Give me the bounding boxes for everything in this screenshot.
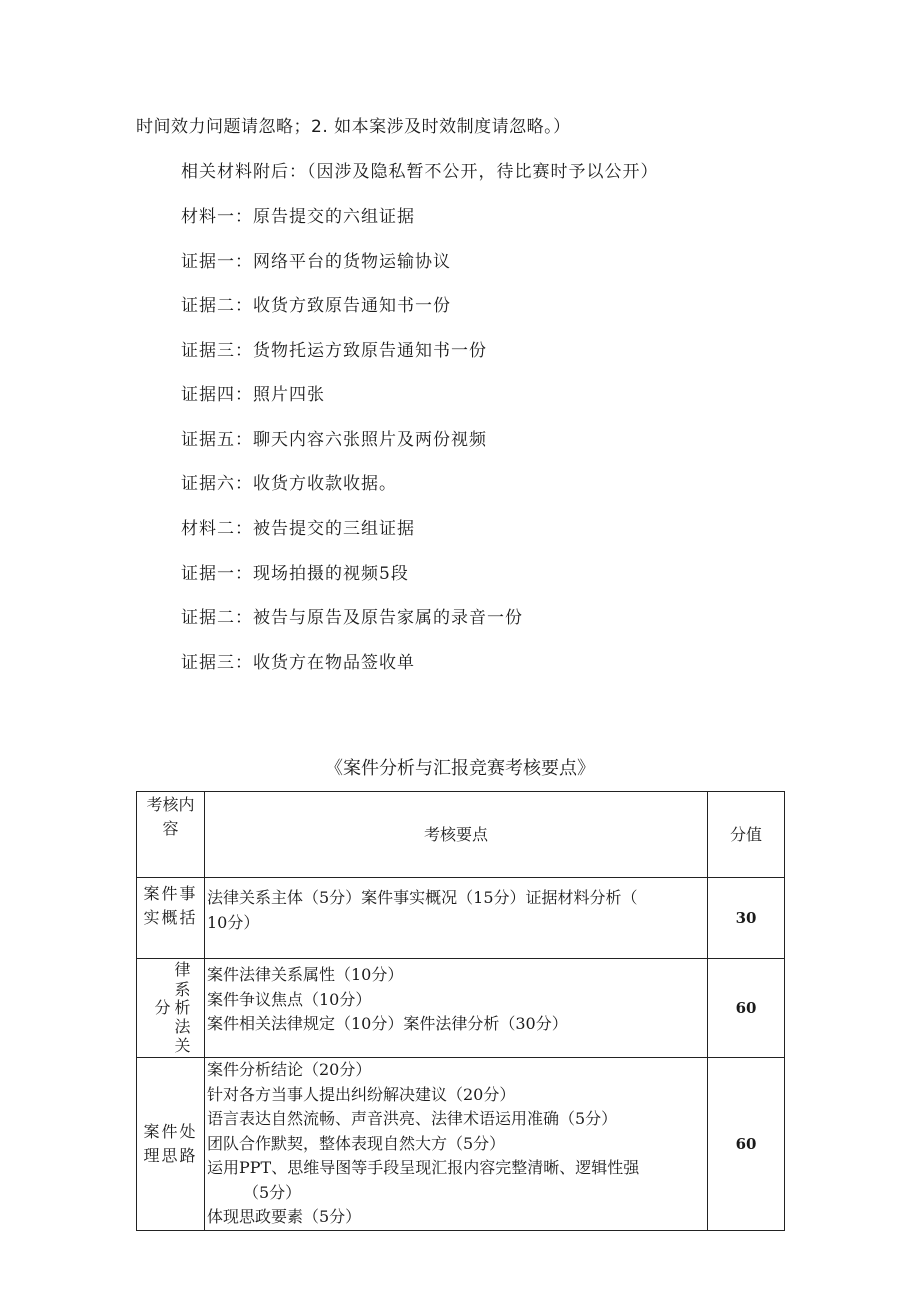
row-label-char: 关: [174, 1036, 193, 1055]
row-label-line1: 案件事: [143, 884, 198, 903]
paragraph-m1-evidence-6: 证据六：收货方收款收据。: [181, 474, 397, 494]
row-point-line: 案件分析结论（20分）: [207, 1060, 372, 1079]
paragraph-m1-evidence-1: 证据一：网络平台的货物运输协议: [181, 252, 451, 272]
header-content-cell: [137, 792, 205, 878]
row-points-cell: [205, 878, 708, 959]
row-label-cell: [137, 878, 205, 959]
row-score: 60: [735, 999, 757, 1017]
row-point-line: 运用PPT、思维导图等手段呈现汇报内容完整清晰、逻辑性强: [207, 1158, 640, 1177]
row-label-line1: 案件处: [143, 1122, 198, 1141]
row-point-line: 案件争议焦点（10分）: [207, 989, 372, 1009]
row-label-stacked: [141, 959, 201, 1055]
header-score: 分值: [729, 824, 762, 844]
paragraph-material-two: 材料二：被告提交的三组证据: [181, 519, 415, 539]
assessment-table: [136, 791, 785, 1231]
table-row: [137, 959, 785, 1058]
paragraph-m1-evidence-5: 证据五：聊天内容六张照片及两份视频: [181, 430, 487, 450]
header-content-line2: 容: [162, 818, 179, 838]
paragraph-material-one: 材料一：原告提交的六组证据: [181, 207, 415, 227]
row-label-char: 系: [174, 980, 193, 999]
row-label-cell: [137, 959, 205, 1058]
row-label-char: 分: [154, 998, 173, 1017]
paragraph-m2-evidence-1: 证据一：现场拍摄的视频5段: [181, 564, 409, 584]
row-score-cell: [708, 878, 785, 959]
row-point-line: 语言表达自然流畅、声音洪亮、法律术语运用准确（5分）: [207, 1109, 618, 1128]
paragraph-m2-evidence-2: 证据二：被告与原告及原告家属的录音一份: [181, 608, 523, 628]
header-points-cell: [205, 792, 708, 878]
row-label-line2: 实概括: [143, 908, 198, 927]
row-points-cell: [205, 1058, 708, 1231]
row-point-line: 法律关系主体（5分）案件事实概况（15分）证据材料分析（: [207, 888, 638, 907]
table-title-text: 《案件分析与汇报竞赛考核要点》: [325, 758, 595, 779]
row-point-line: 案件法律关系属性（10分）: [207, 965, 404, 984]
row-label-line2: 理思路: [143, 1146, 198, 1165]
paragraph-m1-evidence-3: 证据三：货物托运方致原告通知书一份: [181, 341, 487, 361]
row-point-line: 体现思政要素（5分）: [207, 1207, 362, 1226]
header-content-line1: 考核内: [146, 794, 195, 814]
header-points: 考核要点: [423, 824, 488, 844]
row-points-cell: [205, 959, 708, 1058]
table-row: [137, 1058, 785, 1231]
paragraph-time-effect-note: 时间效力问题请忽略；2. 如本案涉及时效制度请忽略。）: [136, 117, 571, 137]
row-label-cell: [137, 1058, 205, 1231]
row-score: 30: [735, 909, 757, 927]
row-score-cell: [708, 959, 785, 1058]
paragraph-m2-evidence-3: 证据三：收货方在物品签收单: [181, 653, 415, 673]
table-row: [137, 878, 785, 959]
row-point-line: 案件相关法律规定（10分）案件法律分析（30分）: [207, 1014, 568, 1033]
row-point-line: 10分）: [207, 912, 260, 932]
header-score-cell: [708, 792, 785, 878]
row-label-char: 律: [174, 960, 193, 979]
row-point-line: 团队合作默契，整体表现自然大方（5分）: [207, 1133, 506, 1153]
paragraph-m1-evidence-2: 证据二：收货方致原告通知书一份: [181, 296, 451, 316]
paragraph-m1-evidence-4: 证据四：照片四张: [181, 385, 325, 405]
row-label-char: 析: [174, 998, 193, 1017]
row-label-char: 法: [174, 1017, 193, 1036]
row-score-cell: [708, 1058, 785, 1231]
row-score: 60: [735, 1135, 757, 1153]
paragraph-materials-note: 相关材料附后：（因涉及隐私暂不公开，待比赛时予以公开）: [181, 162, 659, 182]
row-point-line: 针对各方当事人提出纠纷解决建议（20分）: [207, 1084, 516, 1104]
row-point-line: （5分）: [243, 1182, 302, 1202]
table-header-row: [137, 792, 785, 878]
table-title: [0, 757, 920, 781]
